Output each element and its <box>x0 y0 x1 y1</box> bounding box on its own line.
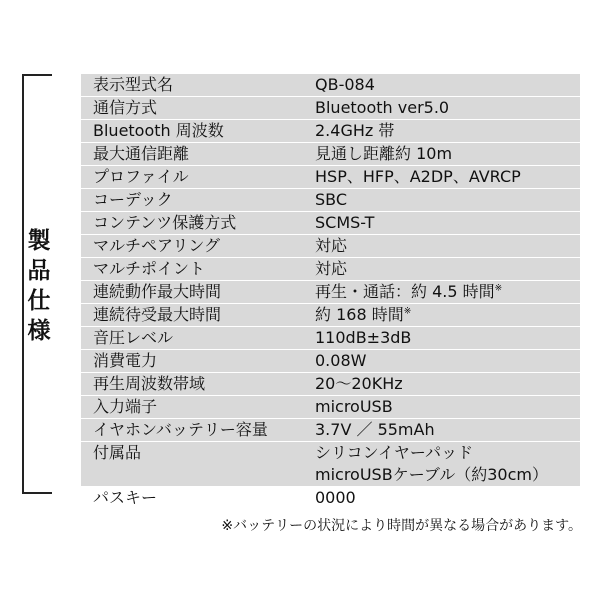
spec-value: SBC <box>305 189 580 212</box>
spec-key: Bluetooth 周波数 <box>81 120 305 143</box>
spec-value-text: 再生・通話：約 4.5 時間 <box>315 282 495 301</box>
spec-row <box>81 419 580 442</box>
spec-row <box>81 327 580 350</box>
spec-section-title <box>26 226 52 346</box>
spec-key: 消費電力 <box>81 350 305 373</box>
spec-value <box>305 281 580 304</box>
footnote-mark: ※ <box>494 283 503 294</box>
spec-row <box>81 212 580 235</box>
footnote: ※バッテリーの状況により時間が異なる場合があります。 <box>221 518 582 534</box>
side-title-char: 様 <box>27 318 51 344</box>
spec-value: 0000 <box>305 487 580 510</box>
spec-key: 表示型式名 <box>81 74 305 97</box>
spec-value-line: microUSBケーブル（約30cm） <box>315 465 548 484</box>
spec-value-line: シリコンイヤーパッド <box>315 443 474 462</box>
side-title-char: 製 <box>27 228 51 254</box>
spec-key: 再生周波数帯域 <box>81 373 305 396</box>
spec-value: QB-084 <box>305 74 580 97</box>
spec-value: 2.4GHz 帯 <box>305 120 580 143</box>
footnote-mark: ※ <box>403 306 412 317</box>
spec-key: 通信方式 <box>81 97 305 120</box>
spec-key: 連続動作最大時間 <box>81 281 305 304</box>
spec-key: 音圧レベル <box>81 327 305 350</box>
side-title-char: 仕 <box>27 288 51 314</box>
spec-row <box>81 304 580 327</box>
spec-key: マルチペアリング <box>81 235 305 258</box>
spec-value: HSP、HFP、A2DP、AVRCP <box>305 166 580 189</box>
spec-value <box>305 442 580 487</box>
spec-value: 20～20KHz <box>305 373 580 396</box>
spec-row <box>81 120 580 143</box>
spec-key: コンテンツ保護方式 <box>81 212 305 235</box>
spec-row <box>81 74 580 97</box>
spec-row <box>81 396 580 419</box>
spec-key: コーデック <box>81 189 305 212</box>
spec-key: プロファイル <box>81 166 305 189</box>
spec-value: SCMS-T <box>305 212 580 235</box>
spec-value: 対応 <box>305 235 580 258</box>
spec-value: 110dB±3dB <box>305 327 580 350</box>
spec-row <box>81 189 580 212</box>
spec-table <box>81 74 580 510</box>
spec-row <box>81 258 580 281</box>
spec-value: 対応 <box>305 258 580 281</box>
spec-section-bracket <box>22 74 52 494</box>
spec-row <box>81 235 580 258</box>
spec-row <box>81 143 580 166</box>
spec-value: microUSB <box>305 396 580 419</box>
spec-value: 見通し距離約 10m <box>305 143 580 166</box>
side-title-char: 品 <box>27 258 51 284</box>
spec-key: パスキー <box>81 487 305 510</box>
spec-value: 0.08W <box>305 350 580 373</box>
spec-row <box>81 281 580 304</box>
spec-row <box>81 487 580 510</box>
spec-key: 入力端子 <box>81 396 305 419</box>
spec-key: 連続待受最大時間 <box>81 304 305 327</box>
spec-value: Bluetooth ver5.0 <box>305 97 580 120</box>
spec-row <box>81 350 580 373</box>
spec-value <box>305 304 580 327</box>
spec-value-text: 約 168 時間 <box>315 305 404 324</box>
spec-key: 付属品 <box>81 442 305 487</box>
spec-row <box>81 166 580 189</box>
spec-row <box>81 442 580 487</box>
spec-key: イヤホンバッテリー容量 <box>81 419 305 442</box>
spec-key: 最大通信距離 <box>81 143 305 166</box>
spec-row <box>81 373 580 396</box>
spec-value: 3.7V ／ 55mAh <box>305 419 580 442</box>
spec-row <box>81 97 580 120</box>
spec-key: マルチポイント <box>81 258 305 281</box>
